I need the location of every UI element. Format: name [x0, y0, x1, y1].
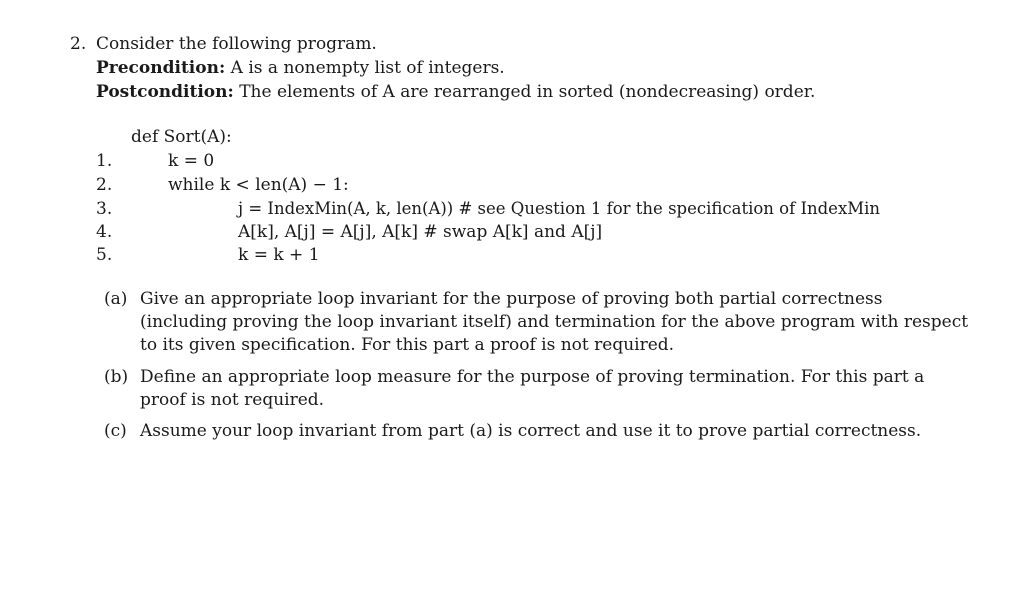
- part-label: (c): [104, 421, 127, 441]
- part-label: (a): [104, 289, 128, 309]
- code-line: k = k + 1: [238, 245, 320, 265]
- part-a: [104, 288, 974, 357]
- code-line: while k < len(A) − 1:: [168, 175, 349, 195]
- precondition-line: [96, 58, 505, 78]
- part-text: Give an appropriate loop invariant for the purpose of proving both partial correctness (including proving the loop invariant itself) and termination for the above program with respect to its given specification. For this part a proof is not required.: [140, 289, 969, 355]
- line-number: 1.: [96, 151, 113, 171]
- part-c: [104, 420, 974, 443]
- precondition-label: Precondition:: [96, 58, 226, 78]
- question-intro: Consider the following program.: [96, 34, 377, 54]
- part-text: Define an appropriate loop measure for the purpose of proving termination. For this part a proof is not required.: [140, 367, 925, 410]
- part-text: Assume your loop invariant from part (a) is correct and use it to prove partial correctness.: [140, 421, 922, 441]
- part-label: (b): [104, 367, 129, 387]
- line-number: 3.: [96, 199, 113, 219]
- line-number: 4.: [96, 222, 113, 242]
- code-line: k = 0: [168, 151, 215, 171]
- postcondition-label: Postcondition:: [96, 82, 234, 102]
- part-b: [104, 366, 974, 412]
- line-number: 2.: [96, 175, 113, 195]
- program-header: def Sort(A):: [131, 127, 232, 147]
- postcondition-text: The elements of A are rearranged in sorted (nondecreasing) order.: [239, 82, 816, 102]
- line-number: 5.: [96, 245, 113, 265]
- question-number: 2.: [70, 34, 87, 54]
- code-line: j = IndexMin(A, k, len(A)) # see Question 1 for the specification of IndexMin: [238, 199, 881, 218]
- precondition-text: A is a nonempty list of integers.: [230, 58, 505, 78]
- postcondition-line: [96, 82, 815, 102]
- code-line: A[k], A[j] = A[j], A[k] # swap A[k] and A[j]: [238, 222, 603, 242]
